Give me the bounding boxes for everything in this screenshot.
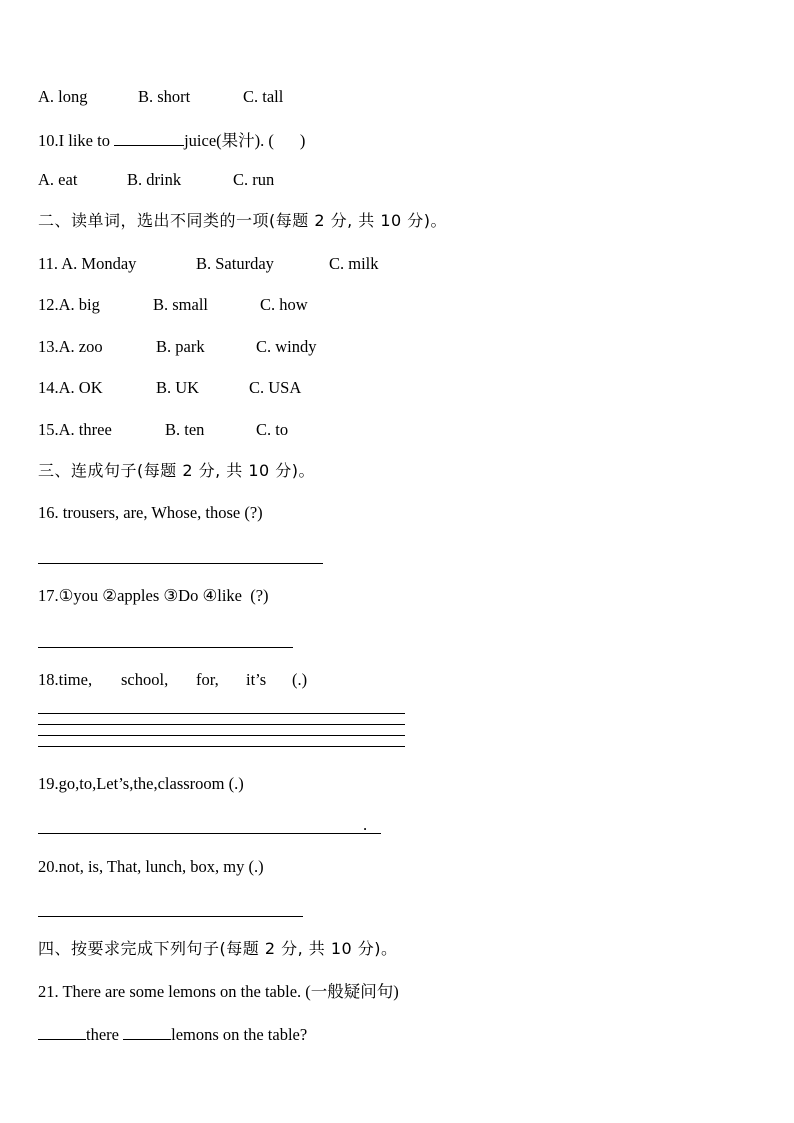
q10-blank[interactable] — [114, 129, 184, 146]
q10-option-c: C. run — [233, 170, 275, 189]
q10-option-b: B. drink — [127, 170, 182, 189]
q21-answer-mid: there — [86, 1025, 124, 1044]
q15-label: 15.A. three — [38, 420, 112, 439]
q17-answer-line[interactable] — [38, 647, 293, 648]
q19-answer-line[interactable] — [38, 833, 381, 834]
q18-word-5: (.) — [292, 670, 308, 689]
q10-suffix: juice(果汁). ( — [184, 131, 274, 150]
q18-word-1: 18.time, — [38, 670, 93, 689]
q10-prefix: .I like to — [54, 131, 115, 150]
q10-close-paren: ) — [299, 131, 306, 150]
q13-option-b: B. park — [156, 337, 205, 356]
q12-label: 12.A. big — [38, 295, 100, 314]
q21-blank-1[interactable] — [38, 1023, 86, 1040]
q18-word-3: for, — [196, 670, 219, 689]
q21-blank-2[interactable] — [123, 1023, 171, 1040]
q11-option-c: C. milk — [329, 254, 379, 273]
question-16: 16. trousers, are, Whose, those (?) — [38, 503, 263, 522]
q10-number: 10 — [38, 131, 55, 150]
q11-label: 11. A. Monday — [38, 254, 137, 273]
q14-label: 14.A. OK — [38, 378, 103, 397]
q21-answer-row — [38, 1023, 307, 1045]
q15-option-b: B. ten — [165, 420, 205, 439]
q18-word-4: it’s — [246, 670, 267, 689]
question-19: 19.go,to,Let’s,the,classroom (.) — [38, 774, 244, 793]
q13-label: 13.A. zoo — [38, 337, 103, 356]
q21-answer-end: lemons on the table? — [171, 1025, 308, 1044]
q19-period: . — [363, 815, 368, 834]
q14-option-b: B. UK — [156, 378, 200, 397]
q13-option-c: C. windy — [256, 337, 317, 356]
q11-option-b: B. Saturday — [196, 254, 274, 273]
q18-word-2: school, — [121, 670, 169, 689]
section-4-heading: 四、按要求完成下列句子(每题 2 分, 共 10 分)。 — [38, 939, 398, 958]
question-21: 21. There are some lemons on the table. (一般疑问句) — [38, 982, 399, 1001]
q9-option-b: B. short — [138, 87, 191, 106]
question-10 — [38, 129, 305, 151]
q16-answer-line[interactable] — [38, 563, 323, 564]
q18-writing-line-3[interactable] — [38, 735, 405, 736]
q12-option-c: C. how — [260, 295, 308, 314]
q18-writing-line-4[interactable] — [38, 746, 405, 747]
q12-option-b: B. small — [153, 295, 209, 314]
q15-option-c: C. to — [256, 420, 289, 439]
q9-option-c: C. tall — [243, 87, 284, 106]
q10-option-a: A. eat — [38, 170, 78, 189]
question-17: 17.①you ②apples ③Do ④like (?) — [38, 586, 269, 605]
question-20: 20.not, is, That, lunch, box, my (.) — [38, 857, 264, 876]
q14-option-c: C. USA — [249, 378, 302, 397]
section-2-heading: 二、读单词，选出不同类的一项(每题 2 分, 共 10 分)。 — [38, 211, 448, 230]
q18-writing-line-1[interactable] — [38, 713, 405, 714]
section-3-heading: 三、连成句子(每题 2 分, 共 10 分)。 — [38, 461, 316, 480]
q20-answer-line[interactable] — [38, 916, 303, 917]
q18-writing-line-2[interactable] — [38, 724, 405, 725]
q9-option-a: A. long — [38, 87, 88, 106]
